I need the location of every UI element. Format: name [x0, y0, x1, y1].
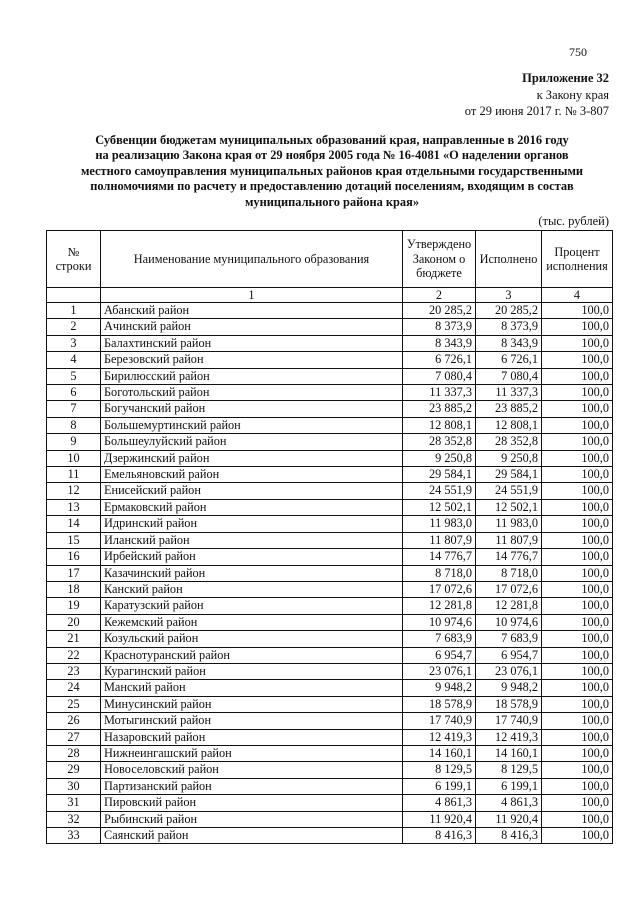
- approved-amount-cell: 11 807,9: [403, 532, 476, 548]
- municipality-name-cell: Пировский район: [101, 795, 403, 811]
- percent-cell: 100,0: [542, 778, 613, 794]
- table-row: [47, 729, 613, 745]
- approved-amount-cell: 11 983,0: [403, 516, 476, 532]
- percent-cell: 100,0: [542, 729, 613, 745]
- municipality-name-cell: Иланский район: [101, 532, 403, 548]
- document-title-line: полномочиями по расчету и предоставлению дотаций поселениям, входящим в состав: [90, 179, 574, 194]
- percent-cell: 100,0: [542, 499, 613, 515]
- approved-amount-cell: 8 343,9: [403, 335, 476, 351]
- approved-amount-cell: 9 250,8: [403, 450, 476, 466]
- subsidy-table: [46, 230, 613, 844]
- percent-cell: 100,0: [542, 335, 613, 351]
- approved-amount-cell: 4 861,3: [403, 795, 476, 811]
- percent-cell: 100,0: [542, 532, 613, 548]
- executed-amount-cell: 4 861,3: [476, 795, 542, 811]
- approved-amount-cell: 8 416,3: [403, 828, 476, 844]
- executed-amount-cell: 6 726,1: [476, 352, 542, 368]
- row-number-cell: 15: [47, 532, 101, 548]
- row-number-cell: 16: [47, 549, 101, 565]
- percent-cell: 100,0: [542, 647, 613, 663]
- table-row: [47, 598, 613, 614]
- row-number-cell: 27: [47, 729, 101, 745]
- header-row-number: № строки: [47, 231, 101, 288]
- percent-cell: 100,0: [542, 368, 613, 384]
- municipality-name-cell: Ачинский район: [101, 319, 403, 335]
- municipality-name-cell: Боготольский район: [101, 385, 403, 401]
- percent-cell: 100,0: [542, 713, 613, 729]
- executed-amount-cell: 14 776,7: [476, 549, 542, 565]
- percent-cell: 100,0: [542, 745, 613, 761]
- municipality-name-cell: Ермаковский район: [101, 499, 403, 515]
- row-number-cell: 23: [47, 663, 101, 679]
- executed-amount-cell: 12 419,3: [476, 729, 542, 745]
- approved-amount-cell: 7 683,9: [403, 631, 476, 647]
- appendix-title: Приложение 32: [522, 71, 609, 85]
- percent-cell: 100,0: [542, 696, 613, 712]
- table-row: [47, 565, 613, 581]
- approved-amount-cell: 24 551,9: [403, 483, 476, 499]
- percent-cell: 100,0: [542, 581, 613, 597]
- executed-amount-cell: 7 080,4: [476, 368, 542, 384]
- percent-cell: 100,0: [542, 565, 613, 581]
- table-row: [47, 319, 613, 335]
- table-header-row: [47, 231, 613, 288]
- row-number-cell: 13: [47, 499, 101, 515]
- table-row: [47, 811, 613, 827]
- percent-cell: 100,0: [542, 401, 613, 417]
- approved-amount-cell: 11 337,3: [403, 385, 476, 401]
- table-row: [47, 434, 613, 450]
- municipality-name-cell: Емельяновский район: [101, 467, 403, 483]
- executed-amount-cell: 9 250,8: [476, 450, 542, 466]
- table-row: [47, 467, 613, 483]
- municipality-name-cell: Минусинский район: [101, 696, 403, 712]
- table-row: [47, 762, 613, 778]
- municipality-name-cell: Краснотуранский район: [101, 647, 403, 663]
- executed-amount-cell: 18 578,9: [476, 696, 542, 712]
- table-row: [47, 581, 613, 597]
- header-approved: Утверждено Законом о бюджете: [403, 231, 476, 288]
- table-row: [47, 745, 613, 761]
- approved-amount-cell: 6 954,7: [403, 647, 476, 663]
- municipality-name-cell: Рыбинский район: [101, 811, 403, 827]
- table-row: [47, 450, 613, 466]
- table-body: [47, 303, 613, 844]
- municipality-name-cell: Канский район: [101, 581, 403, 597]
- table-row: [47, 828, 613, 844]
- header-municipality-name: Наименование муниципального образования: [101, 231, 403, 288]
- executed-amount-cell: 29 584,1: [476, 467, 542, 483]
- row-number-cell: 33: [47, 828, 101, 844]
- table-row: [47, 417, 613, 433]
- row-number-cell: 2: [47, 319, 101, 335]
- executed-amount-cell: 17 072,6: [476, 581, 542, 597]
- municipality-name-cell: Дзержинский район: [101, 450, 403, 466]
- row-number-cell: 29: [47, 762, 101, 778]
- municipality-name-cell: Енисейский район: [101, 483, 403, 499]
- appendix-law-ref: к Закону края: [536, 87, 609, 102]
- executed-amount-cell: 11 807,9: [476, 532, 542, 548]
- row-number-cell: 28: [47, 745, 101, 761]
- percent-cell: 100,0: [542, 516, 613, 532]
- executed-amount-cell: 12 281,8: [476, 598, 542, 614]
- executed-amount-cell: 14 160,1: [476, 745, 542, 761]
- municipality-name-cell: Партизанский район: [101, 778, 403, 794]
- municipality-name-cell: Большеулуйский район: [101, 434, 403, 450]
- municipality-name-cell: Каратузский район: [101, 598, 403, 614]
- municipality-name-cell: Бирилюсский район: [101, 368, 403, 384]
- approved-amount-cell: 18 578,9: [403, 696, 476, 712]
- municipality-name-cell: Новоселовский район: [101, 762, 403, 778]
- document-title-line: муниципального района края»: [244, 194, 420, 209]
- percent-cell: 100,0: [542, 549, 613, 565]
- percent-cell: 100,0: [542, 762, 613, 778]
- approved-amount-cell: 10 974,6: [403, 614, 476, 630]
- municipality-name-cell: Большемуртинский район: [101, 417, 403, 433]
- executed-amount-cell: 9 948,2: [476, 680, 542, 696]
- row-number-cell: 32: [47, 811, 101, 827]
- approved-amount-cell: 14 776,7: [403, 549, 476, 565]
- municipality-name-cell: Нижнеингашский район: [101, 745, 403, 761]
- approved-amount-cell: 29 584,1: [403, 467, 476, 483]
- executed-amount-cell: 8 373,9: [476, 319, 542, 335]
- table-row: [47, 696, 613, 712]
- municipality-name-cell: Назаровский район: [101, 729, 403, 745]
- municipality-name-cell: Березовский район: [101, 352, 403, 368]
- row-number-cell: 22: [47, 647, 101, 663]
- approved-amount-cell: 14 160,1: [403, 745, 476, 761]
- approved-amount-cell: 8 718,0: [403, 565, 476, 581]
- document-title-line: местного самоуправления муниципальных районов края отдельными государственными: [80, 163, 584, 178]
- executed-amount-cell: 12 502,1: [476, 499, 542, 515]
- row-number-cell: 19: [47, 598, 101, 614]
- row-number-cell: 3: [47, 335, 101, 351]
- page-number: 750: [569, 45, 587, 59]
- executed-amount-cell: 8 129,5: [476, 762, 542, 778]
- executed-amount-cell: 11 920,4: [476, 811, 542, 827]
- table-row: [47, 663, 613, 679]
- approved-amount-cell: 12 502,1: [403, 499, 476, 515]
- table-row: [47, 713, 613, 729]
- approved-amount-cell: 17 740,9: [403, 713, 476, 729]
- approved-amount-cell: 28 352,8: [403, 434, 476, 450]
- table-row: [47, 483, 613, 499]
- executed-amount-cell: 23 885,2: [476, 401, 542, 417]
- row-number-cell: 25: [47, 696, 101, 712]
- approved-amount-cell: 23 076,1: [403, 663, 476, 679]
- executed-amount-cell: 7 683,9: [476, 631, 542, 647]
- table-row: [47, 549, 613, 565]
- percent-cell: 100,0: [542, 450, 613, 466]
- table-row: [47, 352, 613, 368]
- executed-amount-cell: 17 740,9: [476, 713, 542, 729]
- percent-cell: 100,0: [542, 614, 613, 630]
- table-row: [47, 303, 613, 319]
- row-number-cell: 12: [47, 483, 101, 499]
- executed-amount-cell: 20 285,2: [476, 303, 542, 319]
- approved-amount-cell: 8 373,9: [403, 319, 476, 335]
- row-number-cell: 6: [47, 385, 101, 401]
- percent-cell: 100,0: [542, 352, 613, 368]
- units-label: (тыс. рублей): [538, 214, 609, 228]
- municipality-name-cell: Кежемский район: [101, 614, 403, 630]
- table-index-row: [47, 288, 613, 303]
- municipality-name-cell: Казачинский район: [101, 565, 403, 581]
- document-title-line: на реализацию Закона края от 29 ноября 2005 года № 16-4081 «О наделении органов: [95, 148, 569, 163]
- approved-amount-cell: 12 281,8: [403, 598, 476, 614]
- index-cell: 2: [403, 288, 476, 303]
- row-number-cell: 4: [47, 352, 101, 368]
- table-row: [47, 385, 613, 401]
- row-number-cell: 26: [47, 713, 101, 729]
- approved-amount-cell: 23 885,2: [403, 401, 476, 417]
- approved-amount-cell: 7 080,4: [403, 368, 476, 384]
- municipality-name-cell: Абанский район: [101, 303, 403, 319]
- row-number-cell: 18: [47, 581, 101, 597]
- approved-amount-cell: 17 072,6: [403, 581, 476, 597]
- row-number-cell: 21: [47, 631, 101, 647]
- row-number-cell: 7: [47, 401, 101, 417]
- percent-cell: 100,0: [542, 385, 613, 401]
- row-number-cell: 14: [47, 516, 101, 532]
- document-title: [52, 133, 612, 210]
- executed-amount-cell: 8 343,9: [476, 335, 542, 351]
- percent-cell: 100,0: [542, 663, 613, 679]
- table-row: [47, 516, 613, 532]
- percent-cell: 100,0: [542, 434, 613, 450]
- row-number-cell: 20: [47, 614, 101, 630]
- executed-amount-cell: 6 954,7: [476, 647, 542, 663]
- approved-amount-cell: 9 948,2: [403, 680, 476, 696]
- approved-amount-cell: 6 726,1: [403, 352, 476, 368]
- municipality-name-cell: Козульский район: [101, 631, 403, 647]
- table-row: [47, 499, 613, 515]
- percent-cell: 100,0: [542, 680, 613, 696]
- row-number-cell: 5: [47, 368, 101, 384]
- approved-amount-cell: 11 920,4: [403, 811, 476, 827]
- table-row: [47, 795, 613, 811]
- row-number-cell: 30: [47, 778, 101, 794]
- percent-cell: 100,0: [542, 303, 613, 319]
- executed-amount-cell: 28 352,8: [476, 434, 542, 450]
- percent-cell: 100,0: [542, 483, 613, 499]
- municipality-name-cell: Идринский район: [101, 516, 403, 532]
- appendix-block: [465, 70, 609, 120]
- header-executed: Исполнено: [476, 231, 542, 288]
- municipality-name-cell: Мотыгинский район: [101, 713, 403, 729]
- executed-amount-cell: 12 808,1: [476, 417, 542, 433]
- approved-amount-cell: 12 419,3: [403, 729, 476, 745]
- table-row: [47, 680, 613, 696]
- executed-amount-cell: 23 076,1: [476, 663, 542, 679]
- approved-amount-cell: 8 129,5: [403, 762, 476, 778]
- table-row: [47, 532, 613, 548]
- row-number-cell: 8: [47, 417, 101, 433]
- approved-amount-cell: 12 808,1: [403, 417, 476, 433]
- executed-amount-cell: 11 983,0: [476, 516, 542, 532]
- municipality-name-cell: Балахтинский район: [101, 335, 403, 351]
- row-number-cell: 10: [47, 450, 101, 466]
- percent-cell: 100,0: [542, 631, 613, 647]
- approved-amount-cell: 20 285,2: [403, 303, 476, 319]
- percent-cell: 100,0: [542, 828, 613, 844]
- executed-amount-cell: 8 416,3: [476, 828, 542, 844]
- percent-cell: 100,0: [542, 417, 613, 433]
- executed-amount-cell: 24 551,9: [476, 483, 542, 499]
- table-row: [47, 631, 613, 647]
- document-title-line: Субвенции бюджетам муниципальных образований края, направленные в 2016 году: [95, 133, 569, 147]
- approved-amount-cell: 6 199,1: [403, 778, 476, 794]
- table-row: [47, 335, 613, 351]
- row-number-cell: 11: [47, 467, 101, 483]
- row-number-cell: 31: [47, 795, 101, 811]
- table-row: [47, 401, 613, 417]
- index-cell: [47, 288, 101, 303]
- table-row: [47, 778, 613, 794]
- header-percent: Процент исполнения: [542, 231, 613, 288]
- table-row: [47, 614, 613, 630]
- table-row: [47, 368, 613, 384]
- percent-cell: 100,0: [542, 811, 613, 827]
- executed-amount-cell: 6 199,1: [476, 778, 542, 794]
- municipality-name-cell: Курагинский район: [101, 663, 403, 679]
- percent-cell: 100,0: [542, 319, 613, 335]
- executed-amount-cell: 10 974,6: [476, 614, 542, 630]
- executed-amount-cell: 11 337,3: [476, 385, 542, 401]
- index-cell: 4: [542, 288, 613, 303]
- municipality-name-cell: Манский район: [101, 680, 403, 696]
- row-number-cell: 1: [47, 303, 101, 319]
- percent-cell: 100,0: [542, 795, 613, 811]
- index-cell: 1: [101, 288, 403, 303]
- percent-cell: 100,0: [542, 467, 613, 483]
- table-row: [47, 647, 613, 663]
- row-number-cell: 9: [47, 434, 101, 450]
- municipality-name-cell: Саянский район: [101, 828, 403, 844]
- municipality-name-cell: Богучанский район: [101, 401, 403, 417]
- row-number-cell: 17: [47, 565, 101, 581]
- percent-cell: 100,0: [542, 598, 613, 614]
- index-cell: 3: [476, 288, 542, 303]
- appendix-law-date: от 29 июня 2017 г. № 3-807: [464, 104, 609, 118]
- municipality-name-cell: Ирбейский район: [101, 549, 403, 565]
- executed-amount-cell: 8 718,0: [476, 565, 542, 581]
- row-number-cell: 24: [47, 680, 101, 696]
